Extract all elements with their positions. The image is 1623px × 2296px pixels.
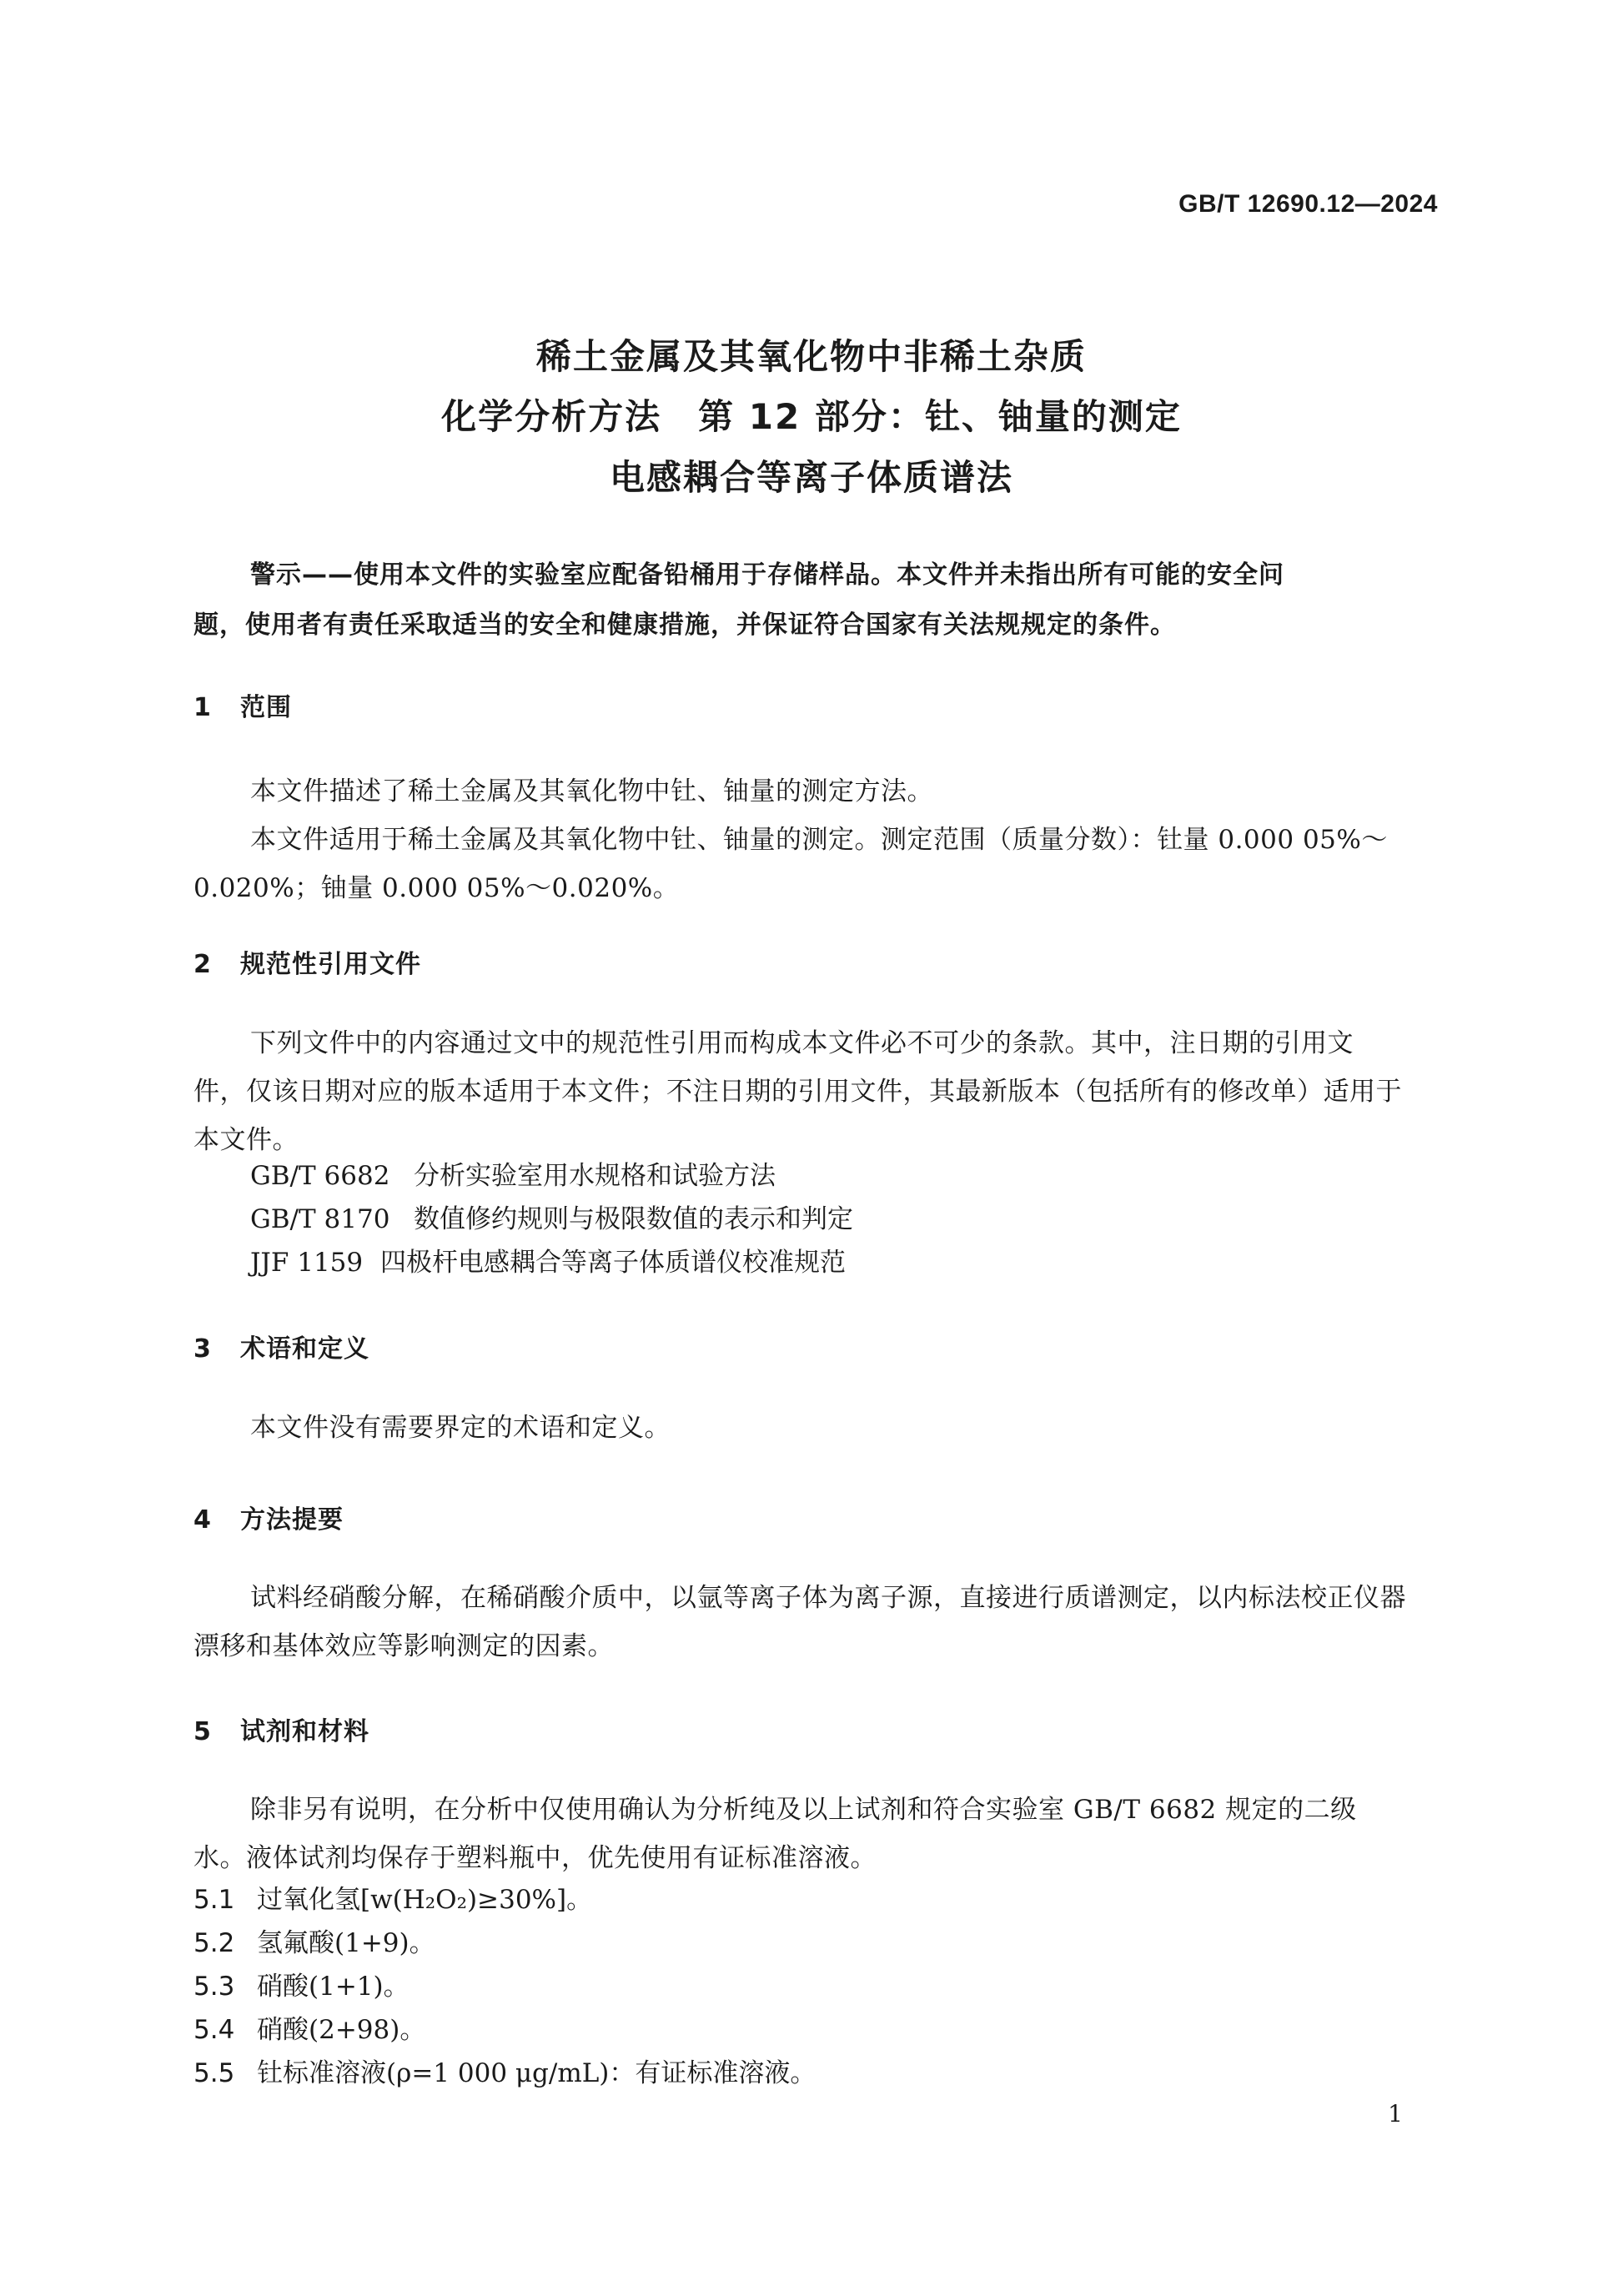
- paragraph-line: 除非另有说明，在分析中仅使用确认为分析纯及以上试剂和符合实验室 GB/T 6682 规定的二级: [250, 1795, 1357, 1825]
- reference-item: [250, 1241, 846, 1279]
- section-title: 方法提要: [240, 1505, 344, 1535]
- reagent-item: [193, 2008, 425, 2046]
- section-5-body: [193, 1786, 1438, 1882]
- reference-code: JJF 1159: [250, 1248, 364, 1278]
- paragraph-line: 件，仅该日期对应的版本适用于本文件；不注日期的引用文件，其最新版本（包括所有的修改单）适用于: [193, 1077, 1402, 1107]
- section-4-heading: [193, 1499, 344, 1535]
- title-line-2: 化学分析方法 第 12 部分：钍、铀量的测定: [441, 396, 1182, 437]
- reagent-item: [193, 2052, 816, 2089]
- title-line-1: 稀土金属及其氧化物中非稀土杂质: [535, 336, 1087, 377]
- reference-item: [250, 1154, 776, 1192]
- reagent-item: [193, 1965, 410, 2002]
- section-1-heading: [193, 686, 292, 723]
- paragraph-line: 下列文件中的内容通过文中的规范性引用而构成本文件必不可少的条款。其中，注日期的引用文: [250, 1028, 1354, 1058]
- item-text: 氢氟酸(1+9)。: [257, 1928, 435, 1958]
- section-3-heading: [193, 1328, 369, 1364]
- item-number: 5.2: [193, 1928, 235, 1958]
- reference-code: GB/T 8170: [250, 1204, 390, 1234]
- section-number: 4: [193, 1505, 212, 1535]
- section-number: 1: [193, 693, 212, 722]
- reference-item: [250, 1198, 853, 1235]
- item-number: 5.5: [193, 2058, 235, 2088]
- warning-line-2: 题，使用者有责任采取适当的安全和健康措施，并保证符合国家有关法规规定的条件。: [193, 610, 1176, 640]
- page-number: 1: [1388, 2100, 1403, 2128]
- item-number: 5.3: [193, 1972, 235, 2002]
- section-2-body: [193, 1019, 1438, 1164]
- reference-name: 分析实验室用水规格和试验方法: [414, 1161, 776, 1191]
- reference-name: 数值修约规则与极限数值的表示和判定: [414, 1204, 853, 1234]
- item-number: 5.1: [193, 1885, 235, 1915]
- paragraph-line: 本文件。: [193, 1125, 299, 1155]
- paragraph-line: 本文件适用于稀土金属及其氧化物中钍、铀量的测定。测定范围（质量分数）：钍量 0.000 05%～: [250, 825, 1388, 855]
- paragraph-line: 0.020%；铀量 0.000 05%～0.020%。: [193, 873, 680, 903]
- warning-notice: [193, 550, 1438, 651]
- reference-code: GB/T 6682: [250, 1161, 390, 1191]
- standard-number: GB/T 12690.12—2024: [1178, 190, 1438, 218]
- reagent-item: [193, 1878, 592, 1916]
- paragraph-line: 水。液体试剂均保存于塑料瓶中，优先使用有证标准溶液。: [193, 1843, 877, 1873]
- section-number: 2: [193, 950, 212, 979]
- item-text: 硝酸(1+1)。: [257, 1972, 410, 2002]
- section-4-body: [193, 1574, 1438, 1671]
- title-line-3: 电感耦合等离子体质谱法: [609, 457, 1013, 498]
- section-title: 术语和定义: [240, 1334, 369, 1364]
- paragraph-line: 本文件描述了稀土金属及其氧化物中钍、铀量的测定方法。: [250, 776, 933, 806]
- section-1-body: [193, 767, 1438, 912]
- section-5-heading: [193, 1711, 369, 1747]
- section-title: 范围: [240, 693, 292, 722]
- section-2-heading: [193, 943, 421, 980]
- section-number: 3: [193, 1334, 212, 1364]
- warning-line-1: 警示——使用本文件的实验室应配备铅桶用于存储样品。本文件并未指出所有可能的安全问: [250, 560, 1284, 590]
- item-text: 钍标准溶液(ρ=1 000 μg/mL)：有证标准溶液。: [257, 2058, 817, 2088]
- section-number: 5: [193, 1717, 212, 1746]
- reference-name: 四极杆电感耦合等离子体质谱仪校准规范: [380, 1248, 846, 1278]
- section-title: 试剂和材料: [240, 1717, 369, 1746]
- item-text: 硝酸(2+98)。: [257, 2015, 426, 2045]
- section-title: 规范性引用文件: [240, 950, 421, 979]
- item-text: 过氧化氢[w(H₂O₂)≥30%]。: [257, 1885, 593, 1915]
- paragraph-line: 试料经硝酸分解，在稀硝酸介质中，以氩等离子体为离子源，直接进行质谱测定，以内标法校正仪器: [250, 1583, 1406, 1613]
- item-number: 5.4: [193, 2015, 235, 2045]
- reagent-item: [193, 1922, 435, 1959]
- paragraph-line: 本文件没有需要界定的术语和定义。: [250, 1413, 671, 1443]
- paragraph-line: 漂移和基体效应等影响测定的因素。: [193, 1631, 614, 1661]
- section-3-body: [193, 1404, 1438, 1452]
